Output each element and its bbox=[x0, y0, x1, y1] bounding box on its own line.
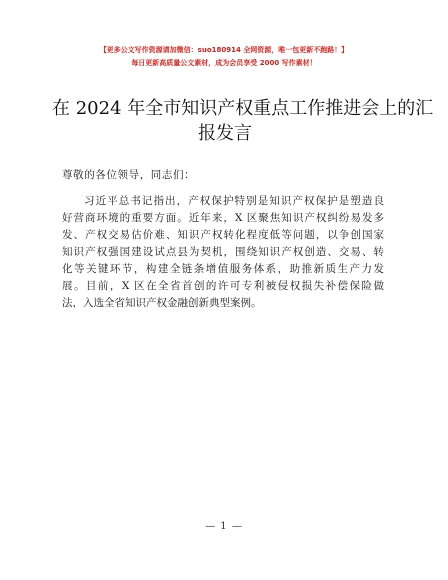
paragraph-line: 法，入选全省知识产权金融创新典型案例。 bbox=[62, 297, 262, 309]
salutation: 尊敬的各位领导，同志们： bbox=[62, 169, 196, 181]
page-number: — 1 — bbox=[205, 521, 243, 532]
paragraph-line: 发、产权交易估价难、知识产权转化程度低等问题，以争创国家 bbox=[62, 229, 384, 241]
title-line-2: 报发言 bbox=[198, 123, 252, 144]
paragraph-line: 好营商环境的重要方面。近年来，X 区聚焦知识产权纠纷易发多 bbox=[62, 212, 384, 224]
title-line-1: 在 2024 年全市知识产权重点工作推进会上的汇 bbox=[52, 98, 434, 119]
promo-banner-line-2: 每日更新高质量公文素材，成为会员享受 2000 写作素材！ bbox=[131, 59, 317, 67]
paragraph-line: 知识产权强国建设试点县为契机，围绕知识产权创造、交易、转 bbox=[62, 246, 384, 258]
document-title bbox=[52, 96, 434, 146]
paragraph-line: 习近平总书记指出，产权保护特别是知识产权保护是塑造良 bbox=[84, 195, 384, 207]
paragraph-line: 化等关键环节，构建全链条增值服务体系，助推新质生产力发 bbox=[62, 263, 384, 275]
paragraph-line: 展。目前，X 区在全省首创的许可专利被侵权损失补偿保险做 bbox=[62, 280, 384, 292]
promo-banner-line-1: 【更多公文写作资源请加微信：suo180914 全网资源，唯一包更新不跑路！】 bbox=[99, 46, 349, 54]
